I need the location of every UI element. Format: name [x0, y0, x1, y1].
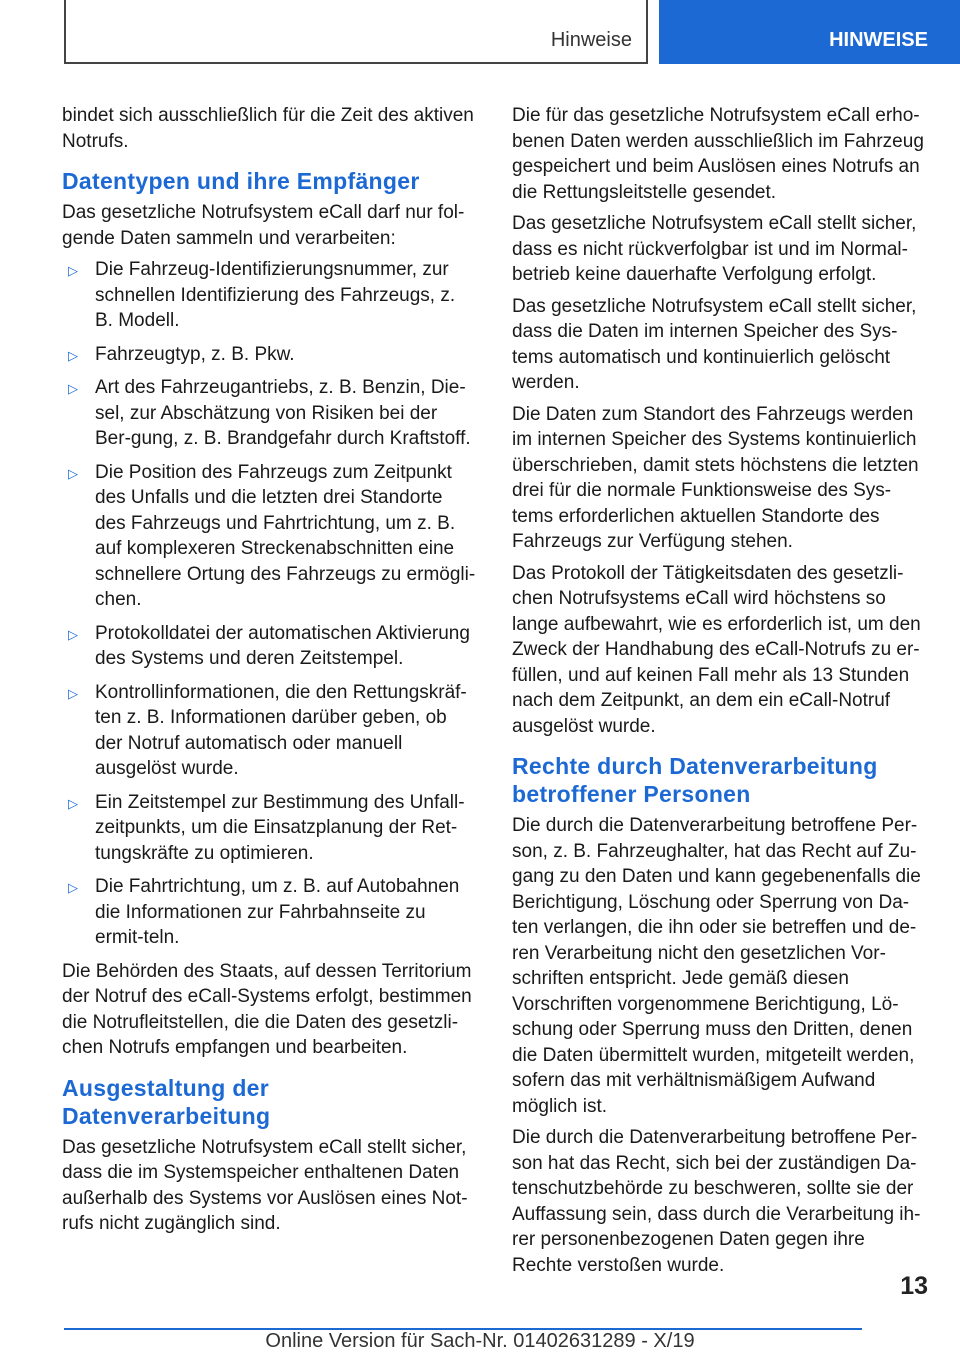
- triangle-bullet-icon: ▷: [68, 263, 78, 278]
- triangle-bullet-icon: ▷: [68, 685, 78, 701]
- header-section-box: [64, 0, 648, 64]
- paragraph: Das gesetzliche Notrufsystem eCall stellt sicher, dass die Daten im internen Speicher des Sys‐tems automatisch und kontinuierlich gelöscht werden.: [512, 295, 917, 393]
- triangle-bullet-icon: ▷: [68, 381, 78, 396]
- list-item: [62, 342, 478, 368]
- list-item-text: Art des Fahrzeugantriebs, z. B. Benzin, Die‐sel, zur Abschätzung von Risiken bei der Ber‐gung, z. B. Brandgefahr durch Kraftstoff.: [95, 377, 471, 449]
- list-item-text: Die Fahrzeug-Identifizierungsnummer, zur schnellen Identifizierung des Fahrzeugs, z. B. Modell.: [95, 259, 456, 331]
- list-item: [62, 375, 478, 452]
- list-item-text: Kontrollinformationen, die den Rettungskräf‐ten z. B. Informationen darüber geben, ob der Notruf automatisch oder manuell ausgelöst wurde.: [95, 681, 467, 779]
- ausgestaltung-text: Das gesetzliche Notrufsystem eCall stellt sicher, dass die im Systemspeicher enthaltenen Daten außerhalb des Systems vor Auslösen eines Not‐rufs nicht zugänglich sind.: [62, 1136, 468, 1234]
- page-number: 13: [900, 1272, 928, 1300]
- heading-ausgestaltung: Ausgestaltung der Datenverarbeitung: [62, 1074, 271, 1129]
- list-item: [62, 621, 478, 672]
- paragraph: Die Daten zum Standort des Fahrzeugs werden im internen Speicher des Systems kontinuierlich überschrieben, damit stets höchstens die letzten drei für die normale Funktionsweise des Sys‐tems erforderlichen aktuellen Standorte des Fahrzeugs zur Verfügung stehen.: [512, 403, 919, 552]
- list-item-text: Die Fahrtrichtung, um z. B. auf Autobahnen die Informationen zur Fahrbahnseite zu ermit‐teln.: [95, 876, 460, 948]
- paragraph: Die durch die Datenverarbeitung betroffene Per‐son hat das Recht, sich bei der zuständigen Da‐tenschutzbehörde zu beschweren, sollte sie der Auffassung sein, dass durch die Verarbeitung ih‐rer personenbezogenen Daten gegen ihre Rechte verstoßen wurde.: [512, 1127, 921, 1276]
- list-item-text: Ein Zeitstempel zur Bestimmung des Unfall‐zeitpunkts, um die Einsatzplanung der Ret‐tungskräfte zu optimieren.: [95, 791, 465, 864]
- paragraph: Die durch die Datenverarbeitung betroffene Per‐son, z. B. Fahrzeughalter, hat das Recht auf Zu‐gang zu den Daten und kann gegebenenfalls die Berichtigung, Löschung oder Sperrung von Da‐ten verlangen, die ihn oder sie betreffen und de‐ren Verarbeitung nicht den gesetzlichen Vor‐schriften entspricht. Jede gemäß diesen Vorschriften vorgenommene Berichtigung, Lö‐schung oder Sperrung muss den Dritten, denen die Daten übermittelt wurden, mitgeteilt werden, sofern das mit verhältnismäßigem Aufwand möglich ist.: [512, 815, 921, 1117]
- list-item: [62, 874, 478, 951]
- list-item-text: Protokolldatei der automatischen Aktivierung des Systems und deren Zeitstempel.: [95, 622, 470, 669]
- triangle-bullet-icon: ▷: [68, 465, 78, 481]
- behoerden-text: Die Behörden des Staats, auf dessen Territorium der Notruf des eCall-Systems erfolgt, bestimmen die Notrufleitstellen, die die Daten des gesetzli‐chen Notrufs empfangen und bearbeiten.: [62, 960, 472, 1058]
- triangle-bullet-icon: ▷: [68, 795, 78, 811]
- chapter-tab[interactable]: HINWEISE: [659, 0, 960, 64]
- list-item-text: Die Position des Fahrzeugs zum Zeitpunkt des Unfalls und die letzten drei Standorte des Fahrzeugs und Fahrtrichtung, um z. B. auf komplexeren Streckenabschnitten eine schnellere Ortung des Fahrzeugs zu ermögli‐chen.: [95, 461, 476, 610]
- intro-text: bindet sich ausschließlich für die Zeit des aktiven Notrufs.: [62, 105, 474, 152]
- triangle-bullet-icon: ▷: [68, 626, 78, 642]
- list-item: [62, 680, 478, 782]
- data-types-list: [62, 257, 478, 951]
- left-column: [62, 103, 478, 1243]
- datentypen-intro: Das gesetzliche Notrufsystem eCall darf nur fol‐gende Daten sammeln und verarbeiten:: [62, 202, 465, 249]
- list-item-text: Fahrzeugtyp, z. B. Pkw.: [95, 343, 295, 365]
- online-version-footer[interactable]: Online Version für Sach-Nr. 01402631289 - X/19: [265, 1330, 695, 1352]
- triangle-bullet-icon: ▷: [68, 347, 78, 363]
- heading-rechte: Rechte durch Datenverarbeitung betroffener Personen: [512, 753, 878, 807]
- paragraph: Das Protokoll der Tätigkeitsdaten des gesetzli‐chen Notrufsystems eCall wird höchstens so lange aufbewahrt, wie es erforderlich ist, um den Zweck der Handhabung des eCall-Notrufs zu er‐füllen, und auf keinen Fall mehr als 13 Stunden nach dem Zeitpunkt, an dem ein eCall-Notruf ausgelöst wurde.: [512, 562, 921, 737]
- heading-datentypen: Datentypen und ihre Empfänger: [62, 168, 420, 194]
- list-item: [62, 257, 478, 334]
- right-column: [512, 103, 928, 1284]
- paragraph: Das gesetzliche Notrufsystem eCall stellt sicher, dass es nicht rückverfolgbar ist und im Normal‐betrieb keine dauerhafte Verfolgung erfolgt.: [512, 213, 917, 285]
- section-title: Hinweise: [550, 29, 632, 51]
- list-item: [62, 460, 478, 613]
- paragraph: Die für das gesetzliche Notrufsystem eCall erho‐benen Daten werden ausschließlich im Fahrzeug gespeichert und beim Auslösen eines Notrufs an die Rettungsleitstelle gesendet.: [512, 105, 924, 203]
- list-item: [62, 790, 478, 867]
- triangle-bullet-icon: ▷: [68, 880, 78, 895]
